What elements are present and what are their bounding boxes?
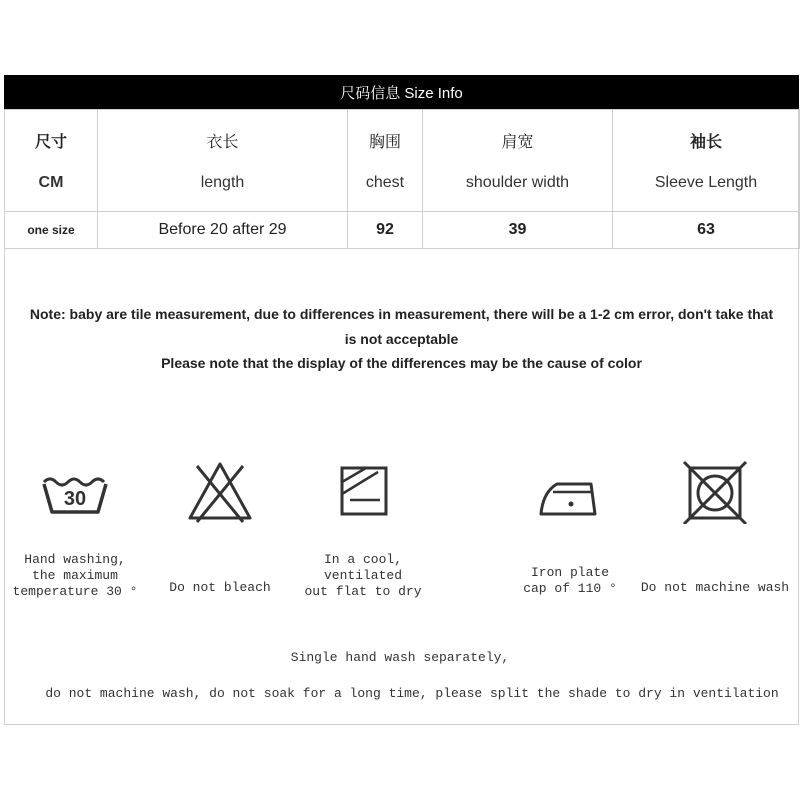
header-cell-sleeve xyxy=(613,110,800,212)
note-line: Note: baby are tile measurement, due to differences in measurement, there will be a 1-2 cm error, don't take that xyxy=(29,306,774,322)
header-zh: 肩宽 xyxy=(501,134,534,151)
note-line: Please note that the display of the differences may be the cause of color xyxy=(161,355,642,371)
cell-length: Before 20 after 29 xyxy=(98,212,348,249)
table-row xyxy=(5,212,800,249)
header-zh: 胸围 xyxy=(368,134,401,151)
header-en: chest xyxy=(365,174,405,191)
do-not-bleach-icon xyxy=(185,460,255,524)
care-caption: In a cool, xyxy=(323,552,402,567)
cell-shoulder: 39 xyxy=(423,212,613,249)
header-en: Sleeve Length xyxy=(654,174,758,191)
cell-size: one size xyxy=(5,212,98,249)
care-no-machine-wash xyxy=(640,460,790,595)
header-cell-length xyxy=(98,110,348,212)
header-en: CM xyxy=(38,174,64,191)
care-caption: the maximum xyxy=(32,568,118,583)
wash-instruction-line: do not machine wash, do not soak for a long time, please split the shade to dry in ventilation xyxy=(45,686,779,701)
wash-instruction-line: Single hand wash separately, xyxy=(290,650,510,665)
care-dry-flat xyxy=(293,460,433,599)
header-zh: 袖长 xyxy=(689,134,722,151)
dry-flat-in-shade-icon xyxy=(328,460,398,520)
do-not-machine-wash-icon xyxy=(680,460,750,524)
care-caption: Do not bleach xyxy=(169,580,271,595)
care-hand-wash xyxy=(5,460,145,599)
header-cell-size xyxy=(5,110,98,212)
cell-sleeve: 63 xyxy=(613,212,800,249)
cell-chest: 92 xyxy=(348,212,423,249)
header-en: length xyxy=(200,174,245,191)
size-table-header xyxy=(5,110,800,212)
measurement-note xyxy=(4,302,799,376)
care-caption: Iron plate xyxy=(530,565,609,580)
header-zh: 尺寸 xyxy=(34,134,67,151)
size-info-title: 尺码信息 Size Info xyxy=(4,75,799,109)
care-iron xyxy=(500,460,640,596)
hand-wash-30-icon xyxy=(40,460,110,520)
care-caption: Hand washing, xyxy=(24,552,126,567)
note-line: is not acceptable xyxy=(344,330,459,347)
care-no-bleach xyxy=(150,460,290,595)
iron-low-heat-icon xyxy=(535,460,605,520)
header-cell-chest xyxy=(348,110,423,212)
header-cell-shoulder xyxy=(423,110,613,212)
care-caption: cap of 110 ° xyxy=(523,581,617,596)
care-caption: ventilated xyxy=(323,568,402,583)
care-caption: Do not machine wash xyxy=(640,580,790,595)
care-caption: temperature 30 ° xyxy=(12,584,138,599)
header-en: shoulder width xyxy=(465,174,570,191)
wash-temp-label: 30 xyxy=(63,488,87,510)
header-zh: 衣长 xyxy=(206,134,239,151)
care-caption: out flat to dry xyxy=(304,584,422,599)
size-table xyxy=(4,109,800,249)
